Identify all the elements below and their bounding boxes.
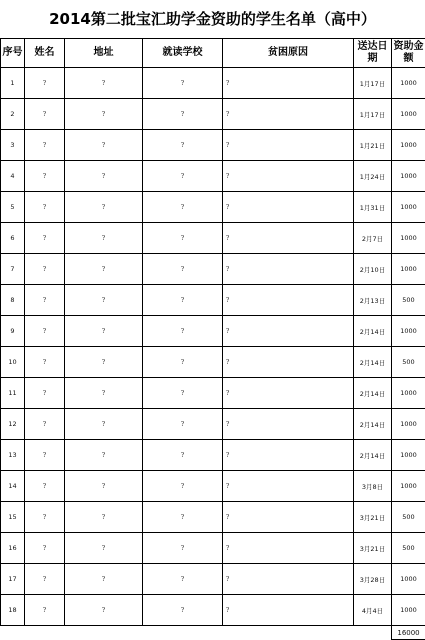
cell-amount[interactable]: 500 xyxy=(392,347,425,378)
cell-amount[interactable]: 1000 xyxy=(392,130,425,161)
cell-no[interactable]: 4 xyxy=(1,161,25,192)
cell-date[interactable]: 1月17日 xyxy=(354,68,392,99)
cell-amount[interactable]: 1000 xyxy=(392,254,425,285)
cell-reason[interactable]: ? xyxy=(223,347,354,378)
cell-address[interactable]: ? xyxy=(65,285,143,316)
cell-school[interactable]: ? xyxy=(143,502,223,533)
cell-no[interactable]: 13 xyxy=(1,440,25,471)
cell-name[interactable]: ? xyxy=(25,595,65,626)
cell-name[interactable]: ? xyxy=(25,161,65,192)
cell-date[interactable]: 2月14日 xyxy=(354,378,392,409)
table-row xyxy=(1,347,425,378)
cell-reason[interactable]: ? xyxy=(223,68,354,99)
cell-school[interactable]: ? xyxy=(143,192,223,223)
cell-date[interactable]: 1月31日 xyxy=(354,192,392,223)
cell-name[interactable]: ? xyxy=(25,68,65,99)
cell-no[interactable]: 12 xyxy=(1,409,25,440)
cell-name[interactable]: ? xyxy=(25,471,65,502)
header-row xyxy=(1,39,425,68)
cell-no[interactable]: 10 xyxy=(1,347,25,378)
cell-reason[interactable]: ? xyxy=(223,595,354,626)
cell-amount[interactable]: 1000 xyxy=(392,68,425,99)
cell-amount[interactable]: 1000 xyxy=(392,440,425,471)
header-school[interactable]: 就读学校 xyxy=(143,39,223,68)
cell-name[interactable]: ? xyxy=(25,285,65,316)
header-date[interactable]: 送达日期 xyxy=(354,39,392,68)
table-row xyxy=(1,533,425,564)
cell-address[interactable]: ? xyxy=(65,502,143,533)
cell-date[interactable]: 2月7日 xyxy=(354,223,392,254)
cell-no[interactable]: 6 xyxy=(1,223,25,254)
cell-date[interactable]: 1月17日 xyxy=(354,99,392,130)
cell-no[interactable]: 2 xyxy=(1,99,25,130)
cell-address[interactable]: ? xyxy=(65,254,143,285)
cell-address[interactable]: ? xyxy=(65,533,143,564)
table-row xyxy=(1,409,425,440)
cell-address[interactable]: ? xyxy=(65,316,143,347)
cell-date[interactable]: 3月21日 xyxy=(354,533,392,564)
cell-school[interactable]: ? xyxy=(143,564,223,595)
cell-no[interactable]: 9 xyxy=(1,316,25,347)
cell-amount[interactable]: 500 xyxy=(392,502,425,533)
cell-no[interactable]: 11 xyxy=(1,378,25,409)
cell-school[interactable]: ? xyxy=(143,471,223,502)
header-address[interactable]: 地址 xyxy=(65,39,143,68)
cell-date[interactable]: 2月14日 xyxy=(354,409,392,440)
cell-school[interactable]: ? xyxy=(143,285,223,316)
table-row xyxy=(1,223,425,254)
cell-no[interactable]: 1 xyxy=(1,68,25,99)
cell-no[interactable]: 3 xyxy=(1,130,25,161)
header-name[interactable]: 姓名 xyxy=(25,39,65,68)
cell-date[interactable]: 3月21日 xyxy=(354,502,392,533)
cell-school[interactable]: ? xyxy=(143,440,223,471)
cell-no[interactable]: 18 xyxy=(1,595,25,626)
cell-reason[interactable]: ? xyxy=(223,378,354,409)
cell-name[interactable]: ? xyxy=(25,347,65,378)
cell-no[interactable]: 15 xyxy=(1,502,25,533)
cell-reason[interactable]: ? xyxy=(223,440,354,471)
cell-date[interactable]: 4月4日 xyxy=(354,595,392,626)
cell-amount[interactable]: 1000 xyxy=(392,595,425,626)
cell-address[interactable]: ? xyxy=(65,99,143,130)
table-row xyxy=(1,502,425,533)
cell-address[interactable]: ? xyxy=(65,192,143,223)
cell-reason[interactable]: ? xyxy=(223,502,354,533)
cell-reason[interactable]: ? xyxy=(223,161,354,192)
cell-name[interactable]: ? xyxy=(25,254,65,285)
cell-amount[interactable]: 1000 xyxy=(392,99,425,130)
table-row xyxy=(1,440,425,471)
cell-school[interactable]: ? xyxy=(143,378,223,409)
cell-date[interactable]: 3月28日 xyxy=(354,564,392,595)
table-row xyxy=(1,316,425,347)
header-no[interactable]: 序号 xyxy=(1,39,25,68)
cell-date[interactable]: 2月13日 xyxy=(354,285,392,316)
cell-no[interactable]: 8 xyxy=(1,285,25,316)
cell-amount[interactable]: 1000 xyxy=(392,223,425,254)
table-row xyxy=(1,378,425,409)
cell-amount[interactable]: 1000 xyxy=(392,378,425,409)
cell-date[interactable]: 2月14日 xyxy=(354,347,392,378)
cell-address[interactable]: ? xyxy=(65,223,143,254)
cell-date[interactable]: 3月8日 xyxy=(354,471,392,502)
cell-name[interactable]: ? xyxy=(25,378,65,409)
cell-address[interactable]: ? xyxy=(65,130,143,161)
cell-reason[interactable]: ? xyxy=(223,533,354,564)
sheet-title: 2014第二批宝汇助学金资助的学生名单（高中） xyxy=(0,0,425,39)
cell-amount[interactable]: 1000 xyxy=(392,192,425,223)
cell-school[interactable]: ? xyxy=(143,254,223,285)
cell-name[interactable]: ? xyxy=(25,502,65,533)
table-row xyxy=(1,285,425,316)
cell-address[interactable]: ? xyxy=(65,68,143,99)
cell-school[interactable]: ? xyxy=(143,130,223,161)
cell-address[interactable]: ? xyxy=(65,161,143,192)
cell-date[interactable]: 2月14日 xyxy=(354,316,392,347)
student-table xyxy=(0,38,425,640)
cell-reason[interactable]: ? xyxy=(223,254,354,285)
cell-date[interactable]: 1月21日 xyxy=(354,130,392,161)
total-row xyxy=(1,626,425,640)
cell-reason[interactable]: ? xyxy=(223,564,354,595)
cell-date[interactable]: 2月14日 xyxy=(354,440,392,471)
cell-name[interactable]: ? xyxy=(25,223,65,254)
cell-reason[interactable]: ? xyxy=(223,409,354,440)
cell-name[interactable]: ? xyxy=(25,99,65,130)
cell-school[interactable]: ? xyxy=(143,595,223,626)
table-row xyxy=(1,130,425,161)
cell-school[interactable]: ? xyxy=(143,223,223,254)
cell-reason[interactable]: ? xyxy=(223,99,354,130)
cell-name[interactable]: ? xyxy=(25,130,65,161)
cell-amount[interactable]: 1000 xyxy=(392,161,425,192)
cell-amount[interactable]: 1000 xyxy=(392,564,425,595)
cell-amount[interactable]: 500 xyxy=(392,285,425,316)
cell-amount[interactable]: 500 xyxy=(392,533,425,564)
cell-reason[interactable]: ? xyxy=(223,285,354,316)
table-row xyxy=(1,99,425,130)
cell-name[interactable]: ? xyxy=(25,192,65,223)
cell-reason[interactable]: ? xyxy=(223,223,354,254)
total-amount[interactable]: 16000 xyxy=(392,626,425,640)
cell-reason[interactable]: ? xyxy=(223,192,354,223)
cell-school[interactable]: ? xyxy=(143,161,223,192)
table-row xyxy=(1,161,425,192)
cell-name[interactable]: ? xyxy=(25,409,65,440)
cell-address[interactable]: ? xyxy=(65,409,143,440)
cell-name[interactable]: ? xyxy=(25,533,65,564)
table-row xyxy=(1,192,425,223)
table-row xyxy=(1,68,425,99)
cell-school[interactable]: ? xyxy=(143,68,223,99)
cell-school[interactable]: ? xyxy=(143,347,223,378)
cell-address[interactable]: ? xyxy=(65,378,143,409)
cell-address[interactable]: ? xyxy=(65,440,143,471)
cell-amount[interactable]: 1000 xyxy=(392,409,425,440)
cell-address[interactable]: ? xyxy=(65,564,143,595)
cell-no[interactable]: 7 xyxy=(1,254,25,285)
cell-school[interactable]: ? xyxy=(143,533,223,564)
cell-no[interactable]: 16 xyxy=(1,533,25,564)
table-row xyxy=(1,564,425,595)
cell-address[interactable]: ? xyxy=(65,347,143,378)
header-reason[interactable]: 贫困原因 xyxy=(223,39,354,68)
cell-no[interactable]: 14 xyxy=(1,471,25,502)
cell-name[interactable]: ? xyxy=(25,564,65,595)
cell-reason[interactable]: ? xyxy=(223,316,354,347)
cell-reason[interactable]: ? xyxy=(223,471,354,502)
cell-amount[interactable]: 1000 xyxy=(392,316,425,347)
cell-no[interactable]: 5 xyxy=(1,192,25,223)
table-row xyxy=(1,595,425,626)
cell-address[interactable]: ? xyxy=(65,595,143,626)
cell-date[interactable]: 1月24日 xyxy=(354,161,392,192)
cell-address[interactable]: ? xyxy=(65,471,143,502)
cell-no[interactable]: 17 xyxy=(1,564,25,595)
cell-name[interactable]: ? xyxy=(25,440,65,471)
cell-school[interactable]: ? xyxy=(143,409,223,440)
cell-reason[interactable]: ? xyxy=(223,130,354,161)
table-row xyxy=(1,254,425,285)
table-row xyxy=(1,471,425,502)
cell-name[interactable]: ? xyxy=(25,316,65,347)
header-amount[interactable]: 资助金额 xyxy=(392,39,425,68)
cell-amount[interactable]: 1000 xyxy=(392,471,425,502)
cell-date[interactable]: 2月10日 xyxy=(354,254,392,285)
cell-school[interactable]: ? xyxy=(143,99,223,130)
cell-school[interactable]: ? xyxy=(143,316,223,347)
